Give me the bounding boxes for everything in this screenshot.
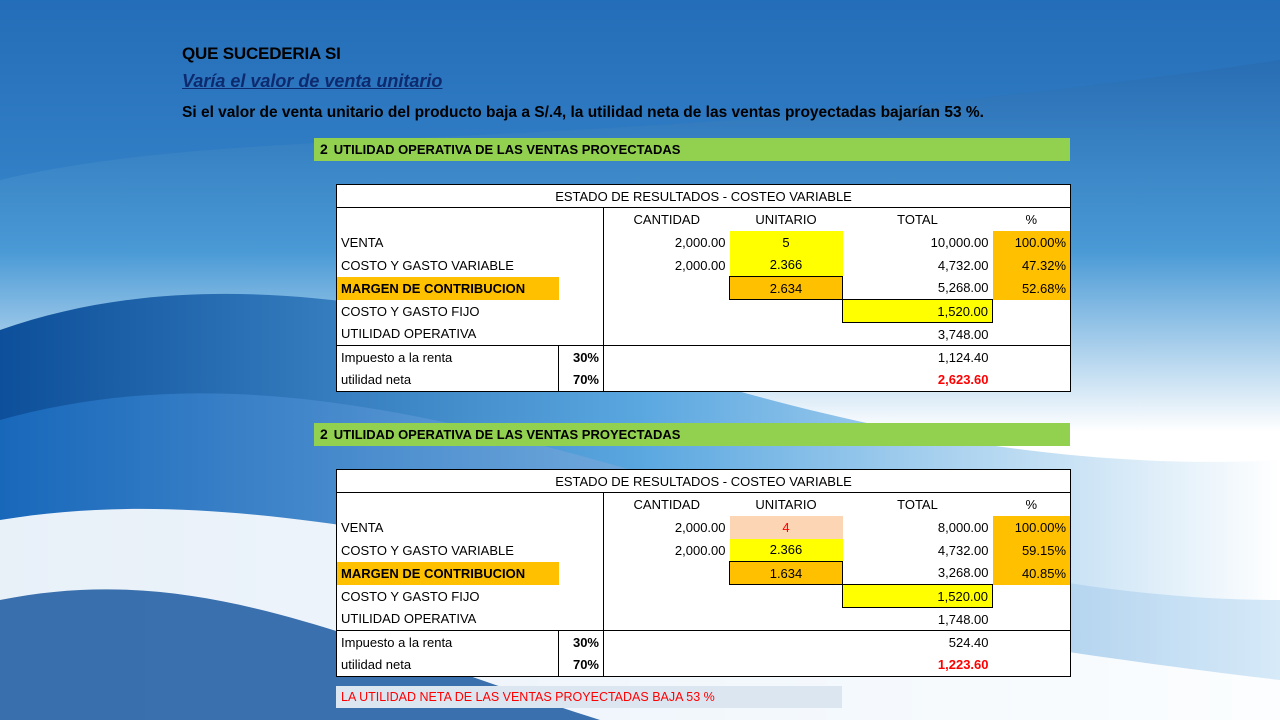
impuesto-rate: 30% [559, 346, 604, 369]
col-header-unitario: UNITARIO [755, 211, 817, 227]
margen-unitario: 1.634 [730, 562, 843, 585]
row-label-costo-fijo: COSTO Y GASTO FIJO [337, 585, 604, 608]
slide-subtitle: Varía el valor de venta unitario [182, 71, 443, 91]
utilidad-operativa-total: 3,748.00 [937, 326, 989, 342]
row-label-impuesto: Impuesto a la renta [337, 346, 559, 369]
costo-variable-total: 4,732.00 [937, 542, 989, 558]
impuesto-total: 1,124.40 [843, 346, 993, 369]
row-label-costo-fijo: COSTO Y GASTO FIJO [337, 300, 604, 323]
col-header-total: TOTAL [897, 496, 938, 512]
costo-variable-pct: 59.15% [993, 539, 1071, 562]
venta-pct: 100.00% [993, 516, 1071, 539]
costo-variable-unitario: 2.366 [730, 539, 843, 562]
utilidad-neta-rate: 70% [559, 654, 604, 677]
row-label-margen: MARGEN DE CONTRIBUCION [337, 562, 559, 585]
utilidad-operativa-total: 1,748.00 [937, 611, 989, 627]
slide-title: QUE SUCEDERIA SI [182, 44, 341, 63]
row-label-costo-variable: COSTO Y GASTO VARIABLE [337, 539, 604, 562]
margen-unitario: 2.634 [730, 277, 843, 300]
row-label-margen: MARGEN DE CONTRIBUCION [337, 277, 559, 300]
col-header-unitario: UNITARIO [755, 496, 817, 512]
costo-variable-cantidad: 2,000.00 [674, 257, 726, 273]
slide-description: Si el valor de venta unitario del producto baja a S/.4, la utilidad neta de las ventas proyectadas bajarían 53 %. [182, 104, 984, 121]
col-header-total: TOTAL [897, 211, 938, 227]
margen-total: 3,268.00 [937, 565, 989, 581]
margen-pct: 40.85% [993, 562, 1071, 585]
venta-unitario: 5 [730, 231, 843, 254]
section2-number: 2 [320, 426, 328, 442]
row-label-utilidad-operativa: UTILIDAD OPERATIVA [337, 608, 604, 631]
income-statement-table-1 [336, 184, 1071, 392]
costo-variable-unitario: 2.366 [730, 254, 843, 277]
table-title: ESTADO DE RESULTADOS - COSTEO VARIABLE [337, 185, 1071, 208]
impuesto-total: 524.40 [843, 631, 993, 654]
costo-variable-total: 4,732.00 [937, 257, 989, 273]
venta-pct: 100.00% [993, 231, 1071, 254]
costo-fijo-total: 1,520.00 [843, 585, 993, 608]
utilidad-neta-rate: 70% [559, 369, 604, 392]
impuesto-rate: 30% [559, 631, 604, 654]
venta-cantidad: 2,000.00 [674, 234, 726, 250]
row-label-costo-variable: COSTO Y GASTO VARIABLE [337, 254, 604, 277]
row-label-venta: VENTA [337, 231, 604, 254]
venta-unitario: 4 [730, 516, 843, 539]
row-label-utilidad-neta: utilidad neta [337, 369, 559, 392]
section1-header-bar [314, 138, 1070, 161]
venta-cantidad: 2,000.00 [674, 519, 726, 535]
margen-total: 5,268.00 [937, 280, 989, 296]
col-header-pct: % [993, 493, 1071, 516]
margen-pct: 52.68% [993, 277, 1071, 300]
section2-bar-label: UTILIDAD OPERATIVA DE LAS VENTAS PROYECTADAS [333, 427, 681, 442]
venta-total: 10,000.00 [930, 234, 989, 250]
section1-number: 2 [320, 141, 328, 157]
col-header-cantidad: CANTIDAD [633, 496, 700, 512]
costo-variable-cantidad: 2,000.00 [674, 542, 726, 558]
row-label-impuesto: Impuesto a la renta [337, 631, 559, 654]
row-label-utilidad-operativa: UTILIDAD OPERATIVA [337, 323, 604, 346]
row-label-utilidad-neta: utilidad neta [337, 654, 559, 677]
section1-bar-label: UTILIDAD OPERATIVA DE LAS VENTAS PROYECTADAS [333, 142, 681, 157]
col-header-cantidad: CANTIDAD [633, 211, 700, 227]
conclusion-note: LA UTILIDAD NETA DE LAS VENTAS PROYECTADAS BAJA 53 % [336, 686, 842, 708]
col-header-pct: % [993, 208, 1071, 231]
utilidad-neta-total: 2,623.60 [843, 369, 993, 392]
row-label-venta: VENTA [337, 516, 604, 539]
costo-variable-pct: 47.32% [993, 254, 1071, 277]
costo-fijo-total: 1,520.00 [843, 300, 993, 323]
venta-total: 8,000.00 [937, 519, 989, 535]
section2-header-bar [314, 423, 1070, 446]
table-title: ESTADO DE RESULTADOS - COSTEO VARIABLE [337, 470, 1071, 493]
utilidad-neta-total: 1,223.60 [843, 654, 993, 677]
income-statement-table-2 [336, 469, 1071, 677]
